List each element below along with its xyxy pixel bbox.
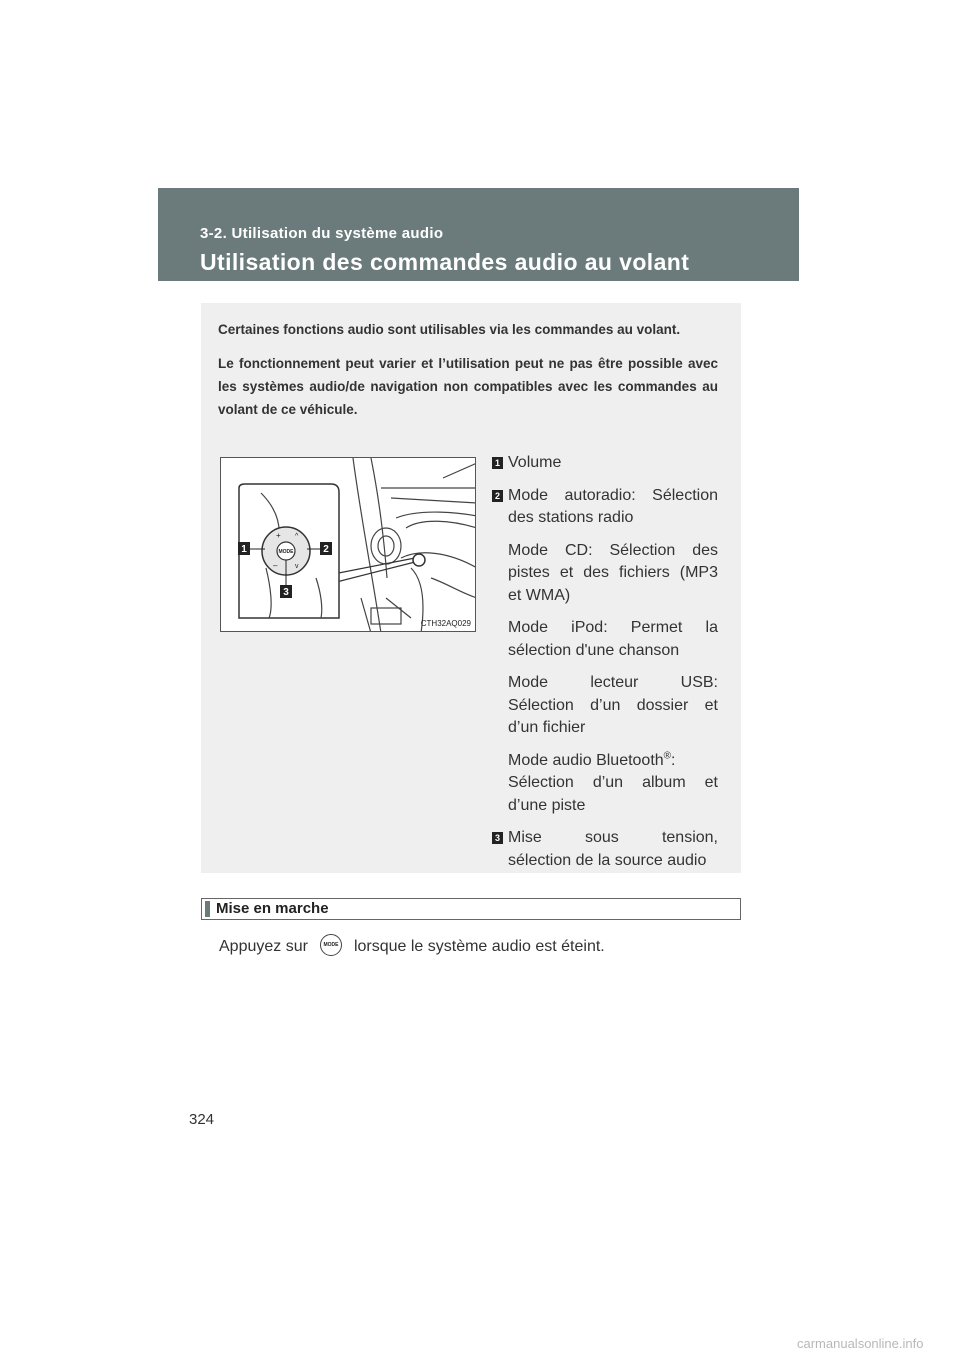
intro-paragraph-2: Le fonctionnement peut varier et l’utilisation peut ne pas être possible avec les systèmes audio/de navigation non compatibles avec les commandes au volant de ce véhicule. xyxy=(218,356,718,417)
subheading-marker xyxy=(205,901,210,917)
legend-text-1: Volume xyxy=(508,454,562,471)
legend-cd-line-2: pistes et des fichiers (MP3 xyxy=(508,564,718,581)
legend-3-line-1: Mise sous tension, xyxy=(508,829,718,846)
legend-item-1 xyxy=(492,452,718,475)
legend-bt-colon: : xyxy=(671,751,676,769)
legend xyxy=(492,452,718,872)
svg-text:–: – xyxy=(273,561,278,570)
legend-usb-line-3: d’un fichier xyxy=(508,719,586,736)
legend-bluetooth xyxy=(508,750,718,818)
legend-bt-line-1 xyxy=(508,750,718,773)
legend-cd xyxy=(508,540,718,608)
legend-bt-line-3: d’une piste xyxy=(508,796,586,814)
intro-text xyxy=(218,318,718,432)
figure-code: CTH32AQ029 xyxy=(420,619,471,628)
mode-button-icon xyxy=(320,934,342,956)
legend-item-3 xyxy=(492,827,718,872)
subheading-box xyxy=(201,898,741,920)
steering-wheel-illustration xyxy=(221,458,476,632)
legend-cd-line-3: et WMA) xyxy=(508,586,571,604)
legend-radio-line-2: des stations radio xyxy=(508,509,634,526)
instruction-before: Appuyez sur xyxy=(219,938,308,956)
callout-3: 3 xyxy=(283,587,289,598)
legend-3-line-2: sélection de la source audio xyxy=(508,851,707,869)
legend-number-3: 3 xyxy=(492,832,503,844)
figure-mode-label: MODE xyxy=(278,549,294,555)
svg-text:v: v xyxy=(295,563,299,570)
legend-ipod xyxy=(508,617,718,662)
intro-paragraph-1: Certaines fonctions audio sont utilisables via les commandes au volant. xyxy=(218,322,681,337)
legend-usb-line-2: Sélection d’un dossier et xyxy=(508,696,718,714)
subheading-text: Mise en marche xyxy=(216,900,329,917)
watermark: carmanualsonline.info xyxy=(797,1336,924,1351)
legend-radio-line-1: Mode autoradio: Sélection xyxy=(508,486,718,504)
callout-2: 2 xyxy=(323,544,329,555)
legend-usb xyxy=(508,672,718,740)
svg-text:+: + xyxy=(276,531,281,540)
page-title: Utilisation des commandes audio au volant xyxy=(200,249,690,275)
legend-radio xyxy=(508,485,718,530)
legend-number-2: 2 xyxy=(492,490,503,502)
page-number: 324 xyxy=(189,1111,215,1128)
legend-cd-line-1: Mode CD: Sélection des xyxy=(508,541,718,559)
callout-1: 1 xyxy=(241,544,247,555)
legend-usb-line-1: Mode lecteur USB: xyxy=(508,674,718,691)
mode-button-label: MODE xyxy=(323,942,339,948)
svg-text:^: ^ xyxy=(295,533,299,540)
registered-mark: ® xyxy=(663,750,672,762)
instruction-after: lorsque le système audio est éteint. xyxy=(353,938,605,956)
steering-wheel-figure xyxy=(220,457,476,632)
legend-ipod-line-1: Mode iPod: Permet la xyxy=(508,619,718,636)
legend-ipod-line-2: sélection d'une chanson xyxy=(508,641,680,659)
instruction-line xyxy=(219,936,605,958)
legend-bt-line-2: Sélection d’un album et xyxy=(508,774,718,791)
legend-number-1: 1 xyxy=(492,457,503,469)
legend-bt-text: Mode audio Bluetooth xyxy=(508,751,664,769)
legend-item-2 xyxy=(492,485,718,818)
section-label: 3-2. Utilisation du système audio xyxy=(200,225,444,242)
